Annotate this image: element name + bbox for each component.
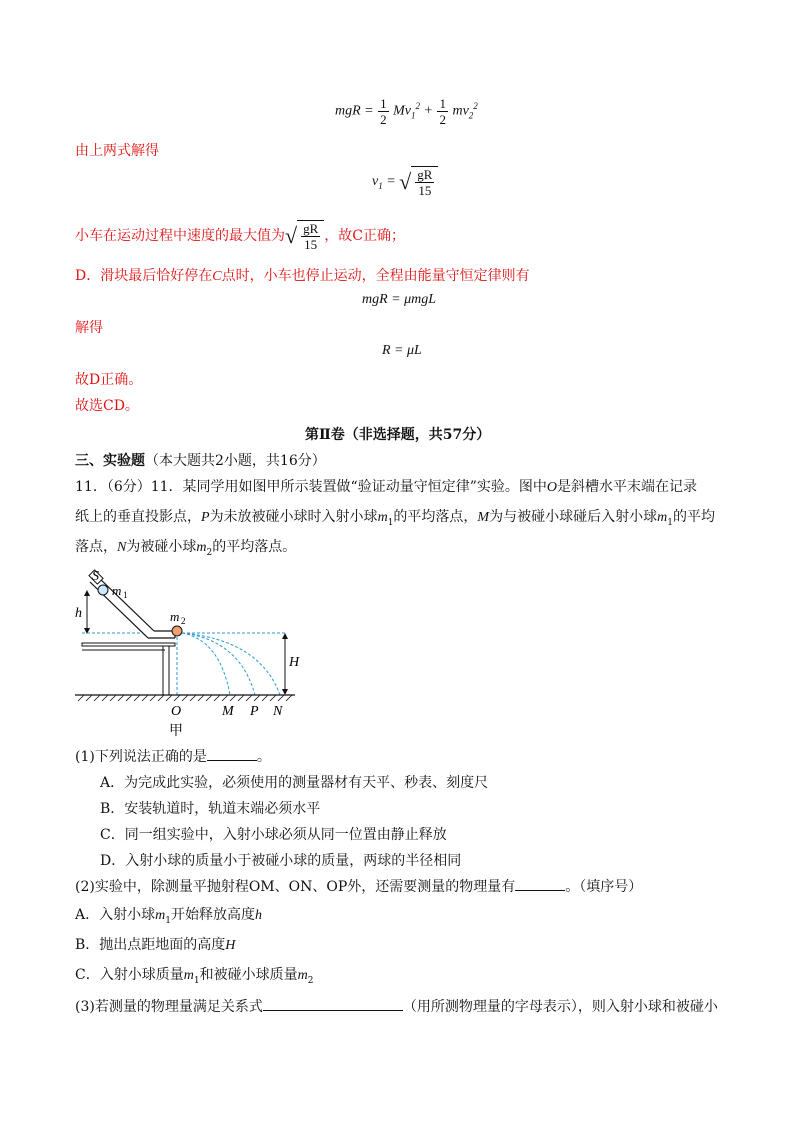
fraction-half-2: [437, 96, 448, 127]
q11-line2: 纸上的垂直投影点，P为未放被碰小球时入射小球$m_1$的平均落点，M为与被碰小球碰后入射小球$m_1$的平均: [75, 509, 715, 528]
max-speed-post: ，故C正确；: [324, 228, 405, 244]
q11-line3: 落点，N为被碰小球$m_2$的平均落点。: [75, 539, 297, 558]
q11-line1-end: 是斜槽水平末端在记录: [556, 479, 697, 495]
sub2-A-pre: A．入射小球: [75, 907, 156, 923]
sub2-A-post: 开始释放高度: [170, 907, 255, 923]
sup-2: 2: [415, 101, 420, 112]
ground-hatch: [78, 695, 292, 701]
sub1-question: [75, 747, 271, 767]
term-mv2: mv: [452, 103, 469, 119]
chute-slope-2: [96, 575, 154, 631]
text-choose: 故选CD。: [75, 398, 139, 414]
sub3-question: [75, 997, 718, 1017]
sqrt-num: gR: [417, 167, 433, 182]
label-M: M: [222, 704, 234, 719]
sub2-C-mid: 和被碰小球质量: [199, 967, 298, 983]
part3-title: 三、实验题: [75, 453, 145, 469]
sub-1: 1: [411, 110, 416, 121]
text-option-D: [75, 266, 530, 287]
sub2-option-C: C．入射小球质量$m_1$和被碰小球质量$m_2$: [75, 967, 314, 986]
sqrt-den: 15: [418, 183, 432, 198]
sub2-B-text: B．抛出点距地面的高度: [75, 937, 226, 953]
equals: =: [386, 174, 396, 190]
ball-m1: [98, 585, 108, 595]
q11-m2: m: [196, 540, 207, 555]
text-D-correct: 故D正确。: [75, 372, 143, 388]
sub2-option-B: [75, 935, 235, 956]
q11-line1-text: 11．（6分）11．某同学用如图甲所示装置做“验证动量守恒定律”实验。图中: [75, 479, 547, 495]
q11-l2e: 的平均: [672, 509, 715, 525]
frac-den: 2: [380, 112, 387, 127]
sub2-B-var: H: [225, 938, 236, 953]
label-S: S: [92, 569, 99, 584]
ball-m2: [172, 626, 182, 636]
sqrt: √ $\frac{gR}{15}$: [399, 166, 438, 198]
d-C: C: [212, 269, 222, 284]
sub2-option-A: A．入射小球$m_1$开始释放高度h: [75, 907, 262, 926]
formula-v1: [372, 166, 438, 198]
sub2-text: (2)实验中，除测量平抛射程OM、ON、OP外，还需要测量的物理量有: [75, 879, 516, 895]
text-jiede: 解得: [75, 320, 103, 336]
inline-num: gR: [303, 221, 319, 236]
formula-lhs: mgR =: [335, 103, 374, 119]
label-O: O: [171, 704, 182, 719]
q11-l2b: 为未放被碰小球时入射小球: [209, 509, 378, 525]
q11-O: O: [546, 480, 557, 495]
term-Mv1: Mv: [393, 103, 411, 119]
answer-blank-3[interactable]: [263, 1010, 403, 1011]
label-N: N: [273, 704, 283, 719]
q11-m1b: m: [657, 510, 668, 525]
plus: +: [423, 103, 433, 119]
sub1-option-B: B．安装轨道时，轨道末端必须水平: [100, 801, 321, 817]
sub1-option-D: D．入射小球的质量小于被碰小球的质量，两球的半径相同: [100, 853, 462, 869]
v1-symbol: v: [372, 174, 379, 190]
q11-line1: [75, 477, 697, 498]
part3-note: （本大题共2小题，共16分）: [145, 453, 326, 469]
table-leg: [163, 646, 169, 695]
q11-l3b: 为被碰小球: [126, 539, 197, 555]
q11-l2a: 纸上的垂直投影点，: [75, 509, 201, 525]
fraction-half: [378, 96, 389, 127]
inline-den: 15: [304, 237, 318, 252]
text-max-speed: [75, 220, 405, 252]
sub2-C-pre: C．入射小球质量: [75, 967, 184, 983]
H-arrow-top: [282, 633, 288, 639]
label-P: P: [250, 704, 259, 719]
frac-den: 2: [439, 112, 446, 127]
v1-sub: 1: [378, 181, 383, 192]
q11-m1: m: [377, 510, 388, 525]
frac-num: 1: [439, 96, 446, 111]
q11-l3c: 的平均落点。: [212, 539, 297, 555]
answer-blank-2[interactable]: [515, 890, 565, 891]
label-H: H: [289, 655, 300, 670]
frac-num: 1: [380, 96, 387, 111]
h-arrow-top: [84, 590, 90, 596]
max-speed-pre: 小车在运动过程中速度的最大值为: [75, 228, 285, 244]
sub1-option-C: C．同一组实验中，入射小球必须从同一位置由静止释放: [100, 827, 447, 843]
sub3-end: （用所测物理量的字母表示），则入射小球和被碰小: [402, 999, 718, 1015]
answer-blank-1[interactable]: [207, 760, 257, 761]
sub-2: 2: [468, 110, 474, 121]
formula-energy: [335, 96, 478, 127]
sub1-option-A: A．为完成此实验，必须使用的测量器材有天平、秒表、刻度尺: [100, 775, 489, 791]
label-m2-sub: 2: [181, 616, 186, 626]
q11-P: P: [201, 510, 210, 525]
table-top: [82, 643, 175, 646]
d-post: 点时，小车也停止运动，全程由能量守恒定律则有: [221, 268, 530, 284]
label-h: h: [75, 606, 82, 621]
part3-heading: [75, 451, 326, 471]
sub2-A-var: h: [254, 908, 262, 923]
q11-l2d: 为与被碰小球碰后入射小球: [489, 509, 658, 525]
sub1-end: 。: [256, 749, 271, 765]
sqrt-inline: √ $\frac{gR}{15}$: [285, 220, 324, 252]
trajectory-M: [182, 633, 230, 695]
q11-N: N: [117, 540, 127, 555]
sub3-text: (3)若测量的物理量满足关系式: [75, 999, 263, 1015]
formula-energy-conservation: mgR = μmgL: [362, 292, 437, 307]
q11-l2c: 的平均落点，: [393, 509, 478, 525]
text-derived: 由上两式解得: [75, 143, 159, 159]
label-m1-sub: 1: [123, 590, 128, 600]
sub1-text: (1)下列说法正确的是: [75, 749, 207, 765]
sup-2b: 2: [473, 101, 478, 112]
label-m2: m: [170, 609, 180, 624]
q11-M: M: [477, 510, 490, 525]
formula-R: R = μL: [382, 343, 422, 358]
trajectory-N: [182, 633, 280, 695]
sub2-end: 。（填序号）: [565, 879, 643, 895]
trajectory-P: [182, 633, 255, 695]
d-pre: D．滑块最后恰好停在: [75, 268, 213, 284]
sub2-question: [75, 877, 642, 897]
label-m1: m: [112, 583, 122, 598]
figure-caption: 甲: [169, 723, 183, 739]
q11-l3a: 落点，: [75, 539, 117, 555]
section-title: 第Ⅱ卷（非选择题，共57分）: [305, 427, 491, 443]
experiment-figure: [70, 565, 300, 745]
H-arrow-bottom: [282, 689, 288, 695]
